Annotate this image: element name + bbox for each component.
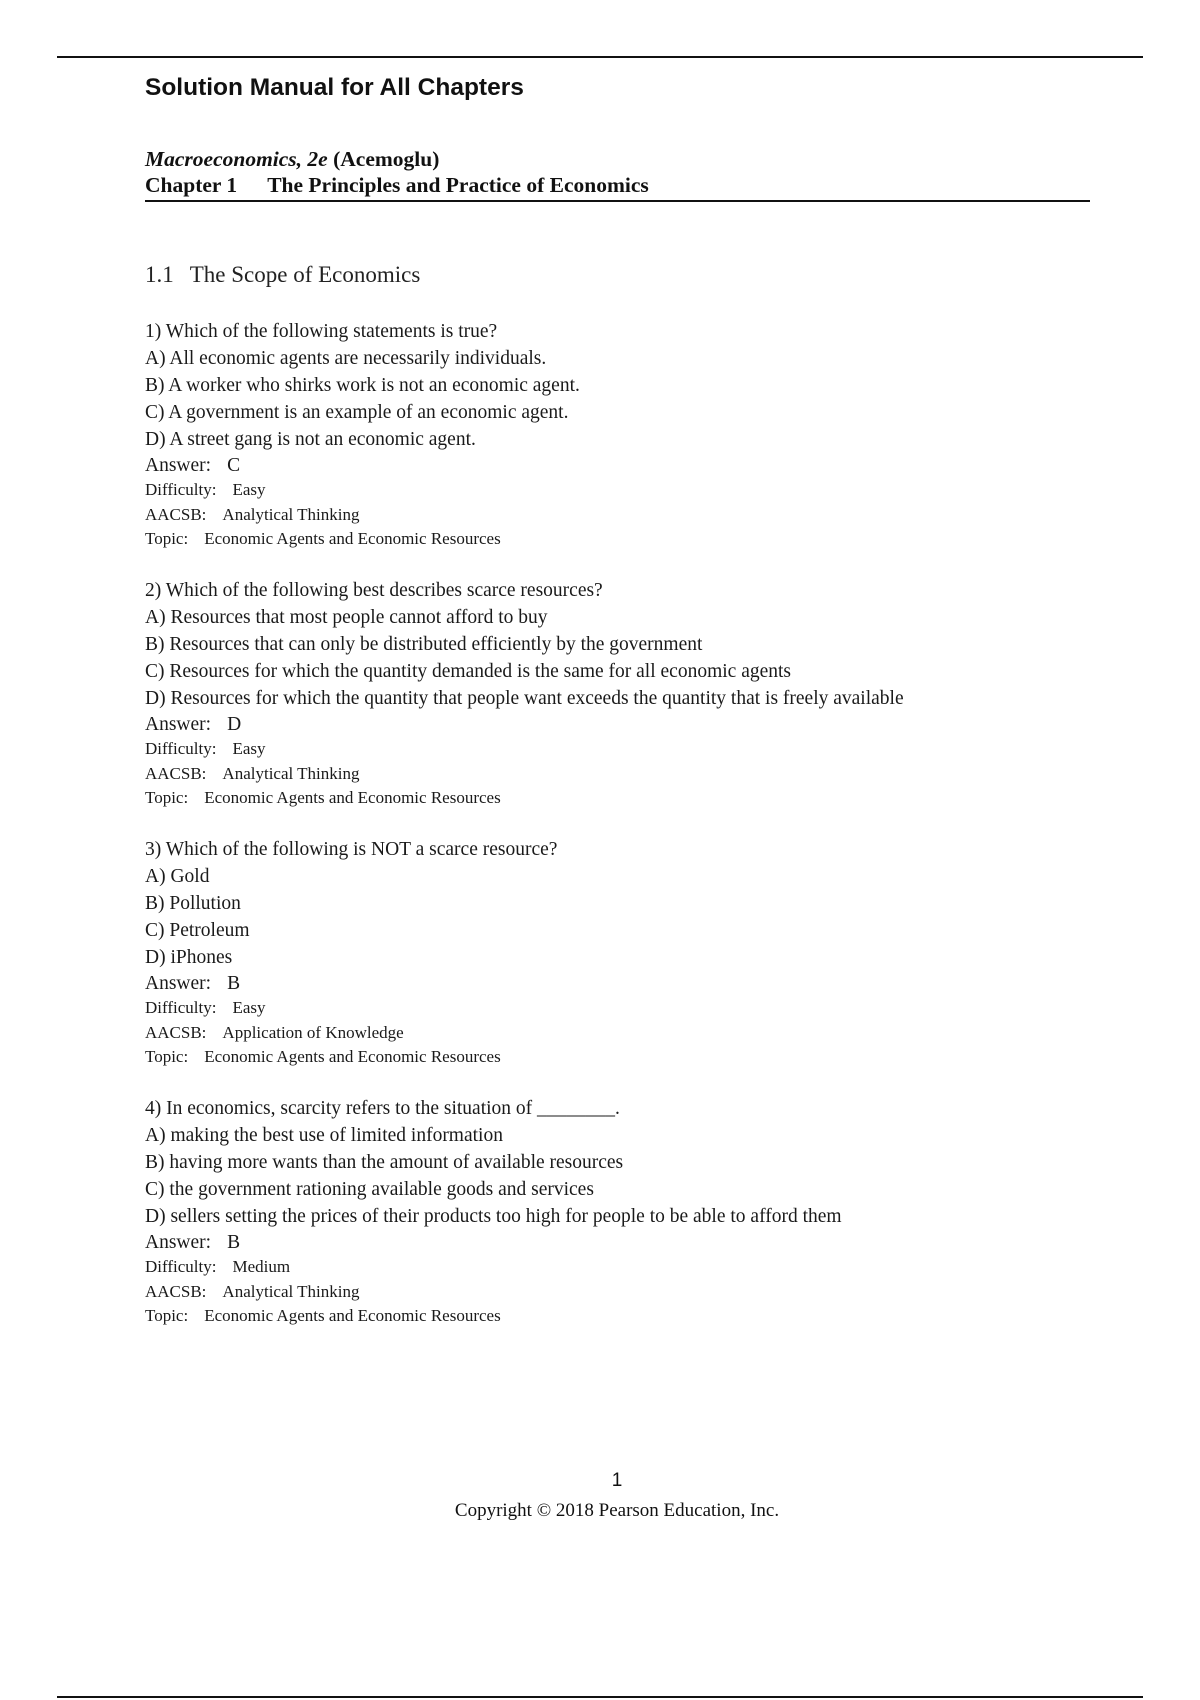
book-author: (Acemoglu) [333, 147, 440, 171]
answer-value: D [227, 714, 242, 735]
difficulty-value: Easy [232, 998, 266, 1017]
answer-label: Answer: [145, 1232, 212, 1253]
topic-line [145, 527, 1105, 552]
question-stem: 3) Which of the following is NOT a scarce resource? [145, 839, 558, 860]
option-c: C) the government rationing available goods and services [145, 1179, 594, 1200]
topic-value: Economic Agents and Economic Resources [204, 529, 501, 548]
book-title: Macroeconomics, 2e [145, 147, 328, 171]
question-list [145, 318, 1105, 1354]
aacsb-label: AACSB: [145, 1281, 207, 1301]
aacsb-line [145, 503, 1105, 528]
option-c: C) Resources for which the quantity demanded is the same for all economic agents [145, 661, 792, 682]
answer-value: C [227, 455, 241, 476]
option-a: A) Resources that most people cannot afford to buy [145, 607, 548, 628]
section-heading [145, 262, 420, 288]
aacsb-label: AACSB: [145, 504, 207, 524]
topic-value: Economic Agents and Economic Resources [204, 1306, 501, 1325]
aacsb-label: AACSB: [145, 763, 207, 783]
answer-value: B [227, 1232, 241, 1253]
chapter-heading [145, 173, 1090, 202]
topic-label: Topic: [145, 529, 189, 548]
answer-line [145, 712, 1105, 737]
manual-title: Solution Manual for All Chapters [145, 74, 524, 101]
answer-line [145, 453, 1105, 478]
topic-value: Economic Agents and Economic Resources [204, 788, 501, 807]
aacsb-value: Analytical Thinking [222, 504, 360, 524]
topic-label: Topic: [145, 1306, 189, 1325]
answer-label: Answer: [145, 973, 212, 994]
topic-line [145, 1304, 1105, 1329]
topic-label: Topic: [145, 788, 189, 807]
answer-value: B [227, 973, 241, 994]
section-title: The Scope of Economics [189, 262, 421, 287]
section-number: 1.1 [145, 262, 174, 287]
question-stem: 1) Which of the following statements is true? [145, 321, 498, 342]
difficulty-line [145, 1255, 1105, 1280]
option-b: B) Resources that can only be distributed efficiently by the government [145, 634, 703, 655]
chapter-label: Chapter 1 [145, 173, 238, 197]
option-a: A) All economic agents are necessarily individuals. [145, 348, 547, 369]
book-title-line [145, 147, 439, 172]
page-number: 1 [611, 1470, 623, 1491]
answer-line [145, 971, 1105, 996]
difficulty-value: Medium [232, 1257, 291, 1276]
option-a: A) Gold [145, 866, 210, 887]
chapter-title: The Principles and Practice of Economics [267, 173, 649, 197]
answer-line [145, 1230, 1105, 1255]
topic-line [145, 1045, 1105, 1070]
copyright-notice: Copyright © 2018 Pearson Education, Inc. [454, 1500, 780, 1521]
aacsb-line [145, 1280, 1105, 1305]
topic-label: Topic: [145, 1047, 189, 1066]
answer-label: Answer: [145, 714, 212, 735]
aacsb-value: Analytical Thinking [222, 1281, 360, 1301]
difficulty-value: Easy [232, 739, 266, 758]
topic-value: Economic Agents and Economic Resources [204, 1047, 501, 1066]
aacsb-label: AACSB: [145, 1022, 207, 1042]
option-a: A) making the best use of limited information [145, 1125, 503, 1146]
question-1 [145, 318, 1105, 552]
option-d: D) iPhones [145, 947, 233, 968]
top-rule [57, 56, 1143, 58]
difficulty-label: Difficulty: [145, 998, 217, 1017]
option-d: D) A street gang is not an economic agent. [145, 429, 476, 450]
option-d: D) Resources for which the quantity that people want exceeds the quantity that is freely available [145, 688, 904, 709]
bottom-rule [57, 1696, 1143, 1698]
difficulty-label: Difficulty: [145, 739, 217, 758]
question-3 [145, 836, 1105, 1070]
difficulty-line [145, 996, 1105, 1021]
difficulty-value: Easy [232, 480, 266, 499]
option-c: C) Petroleum [145, 920, 250, 941]
question-stem: 4) In economics, scarcity refers to the situation of ________. [145, 1098, 620, 1119]
difficulty-label: Difficulty: [145, 480, 217, 499]
question-4 [145, 1095, 1105, 1329]
topic-line [145, 786, 1105, 811]
option-c: C) A government is an example of an economic agent. [145, 402, 569, 423]
difficulty-label: Difficulty: [145, 1257, 217, 1276]
question-stem: 2) Which of the following best describes scarce resources? [145, 580, 603, 601]
difficulty-line [145, 737, 1105, 762]
difficulty-line [145, 478, 1105, 503]
aacsb-line [145, 1021, 1105, 1046]
aacsb-value: Application of Knowledge [222, 1022, 404, 1042]
question-2 [145, 577, 1105, 811]
option-d: D) sellers setting the prices of their products too high for people to be able to afford them [145, 1206, 842, 1227]
aacsb-value: Analytical Thinking [222, 763, 360, 783]
aacsb-line [145, 762, 1105, 787]
answer-label: Answer: [145, 455, 212, 476]
option-b: B) having more wants than the amount of available resources [145, 1152, 624, 1173]
option-b: B) A worker who shirks work is not an economic agent. [145, 375, 580, 396]
option-b: B) Pollution [145, 893, 241, 914]
